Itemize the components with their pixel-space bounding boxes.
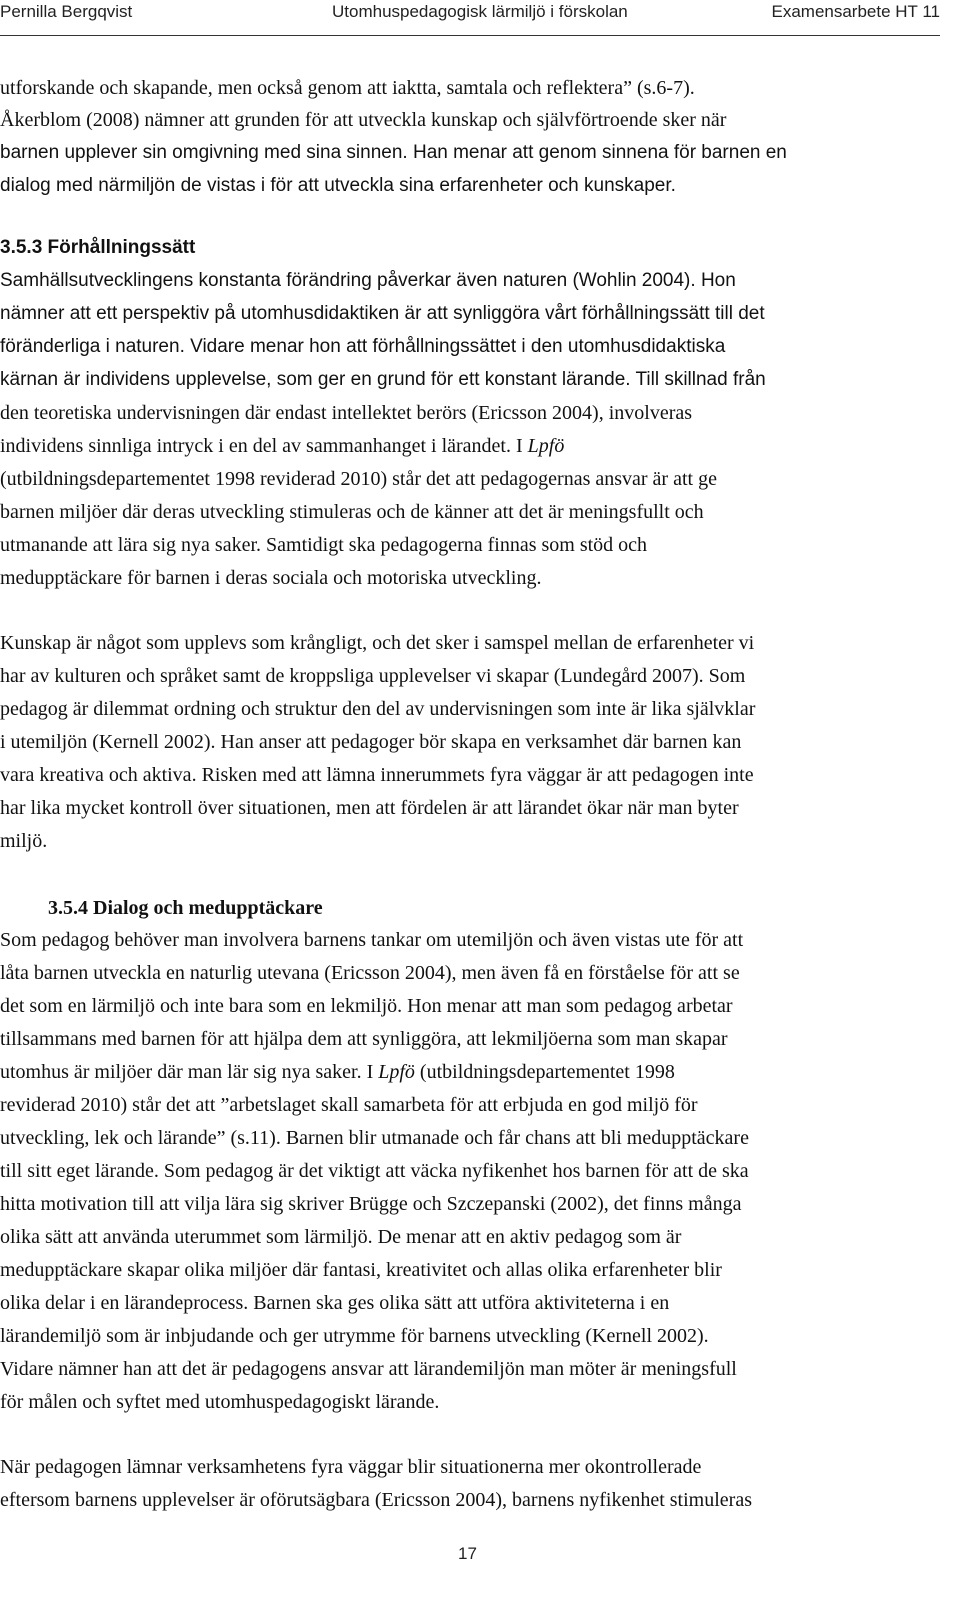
italic-reference: Lpfö [527, 435, 565, 457]
text-line: medupptäckare för barnen i deras sociala och motoriska utveckling. [0, 567, 542, 589]
text-line: till sitt eget lärande. Som pedagog är det viktigt att väcka nyfikenhet hos barnen för att de ska [0, 1160, 749, 1182]
header-title: Utomhuspedagogisk lärmiljö i förskolan [332, 2, 628, 21]
section-heading: 3.5.3 Förhållningssätt [0, 237, 196, 258]
text-line: utveckling, lek och lärande” (s.11). Barnen blir utmanade och får chans att bli medupptäckare [0, 1127, 749, 1149]
text-line: eftersom barnens upplevelser är oförutsägbara (Ericsson 2004), barnens nyfikenhet stimuleras [0, 1489, 752, 1511]
text-line: utforskande och skapande, men också genom att iaktta, samtala och reflektera” (s.6-7). [0, 77, 695, 99]
text-line: föränderliga i naturen. Vidare menar hon att förhållningssättet i den utomhusdidaktiska [0, 336, 726, 357]
text-line: miljö. [0, 830, 48, 852]
text-line: dialog med närmiljön de vistas i för att utveckla sina erfarenheter och kunskaper. [0, 175, 676, 196]
text-line: Vidare nämner han att det är pedagogens ansvar att lärandemiljön man möter är meningsfull [0, 1358, 737, 1380]
text-line: olika delar i en lärandeprocess. Barnen ska ges olika sätt att utföra aktiviteterna i en [0, 1292, 670, 1314]
text-segment: utomhus är miljöer där man lär sig nya saker. I [0, 1061, 374, 1083]
text-line: hitta motivation till att vilja lära sig skriver Brügge och Szczepanski (2002), det finns många [0, 1193, 742, 1215]
text-line: Som pedagog behöver man involvera barnens tankar om utemiljön och även vistas ute för att [0, 929, 744, 951]
text-line: olika sätt att använda uterummet som lärmiljö. De menar att en aktiv pedagog som är [0, 1226, 682, 1248]
text-line: låta barnen utveckla en naturlig utevana (Ericsson 2004), men även få en förståelse för att se [0, 962, 740, 984]
italic-reference: Lpfö [378, 1061, 415, 1083]
text-line: det som en lärmiljö och inte bara som en lekmiljö. Hon menar att man som pedagog arbetar [0, 995, 733, 1017]
text-line [0, 434, 564, 458]
text-line [0, 1060, 675, 1084]
text-line: medupptäckare skapar olika miljöer där fantasi, kreativitet och allas olika erfarenheter blir [0, 1259, 722, 1281]
header-author: Pernilla Bergqvist [0, 2, 133, 21]
header-divider [0, 35, 940, 36]
text-line: har lika mycket kontroll över situationen, men att fördelen är att lärandet ökar när man byter [0, 797, 739, 819]
text-line: barnen upplever sin omgivning med sina sinnen. Han menar att genom sinnena för barnen en [0, 142, 787, 163]
text-line: lärandemiljö som är inbjudande och ger utrymme för barnens utveckling (Kernell 2002). [0, 1325, 709, 1347]
text-line: den teoretiska undervisningen där endast intellektet berörs (Ericsson 2004), involveras [0, 402, 693, 424]
text-line: för målen och syftet med utomhuspedagogiskt lärande. [0, 1391, 440, 1413]
text-segment: individens sinnliga intryck i en del av sammanhanget i lärandet. I [0, 435, 523, 457]
text-line: barnen miljöer där deras utveckling stimuleras och de känner att det är meningsfullt och [0, 501, 704, 523]
text-line: tillsammans med barnen för att hjälpa dem att synliggöra, att lekmiljöerna som man skapar [0, 1028, 728, 1050]
header-document-type: Examensarbete HT 11 [771, 2, 940, 21]
text-segment: (utbildningsdepartementet 1998 [419, 1061, 675, 1083]
text-line: utmanande att lära sig nya saker. Samtidigt ska pedagogerna finnas som stöd och [0, 534, 648, 556]
text-line: vara kreativa och aktiva. Risken med att lämna innerummets fyra väggar är att pedagogen inte [0, 764, 754, 786]
text-line: nämner att ett perspektiv på utomhusdidaktiken är att synliggöra vårt förhållningssätt till det [0, 303, 765, 324]
text-line: (utbildningsdepartementet 1998 reviderad 2010) står det att pedagogernas ansvar är att ge [0, 468, 717, 490]
section-heading: 3.5.4 Dialog och medupptäckare [48, 897, 323, 919]
text-line: kärnan är individens upplevelse, som ger en grund för ett konstant lärande. Till skillnad från [0, 369, 766, 390]
text-line: har av kulturen och språket samt de kroppsliga upplevelser vi skapar (Lundegård 2007). Som [0, 665, 746, 687]
text-line: pedagog är dilemmat ordning och struktur den del av undervisningen som inte är lika självklar [0, 698, 756, 720]
text-line: Kunskap är något som upplevs som krångligt, och det sker i samspel mellan de erfarenheter vi [0, 632, 755, 654]
text-line: När pedagogen lämnar verksamhetens fyra väggar blir situationerna mer okontrollerade [0, 1456, 702, 1478]
text-line: Åkerblom (2008) nämner att grunden för att utveckla kunskap och självförtroende sker när [0, 109, 727, 131]
text-line: reviderad 2010) står det att ”arbetslaget skall samarbeta för att erbjuda en god miljö för [0, 1094, 698, 1116]
text-line: Samhällsutvecklingens konstanta förändring påverkar även naturen (Wohlin 2004). Hon [0, 270, 736, 291]
page-number: 17 [458, 1544, 477, 1563]
text-line: i utemiljön (Kernell 2002). Han anser att pedagoger bör skapa en verksamhet där barnen kan [0, 731, 742, 753]
page-header [0, 0, 960, 42]
